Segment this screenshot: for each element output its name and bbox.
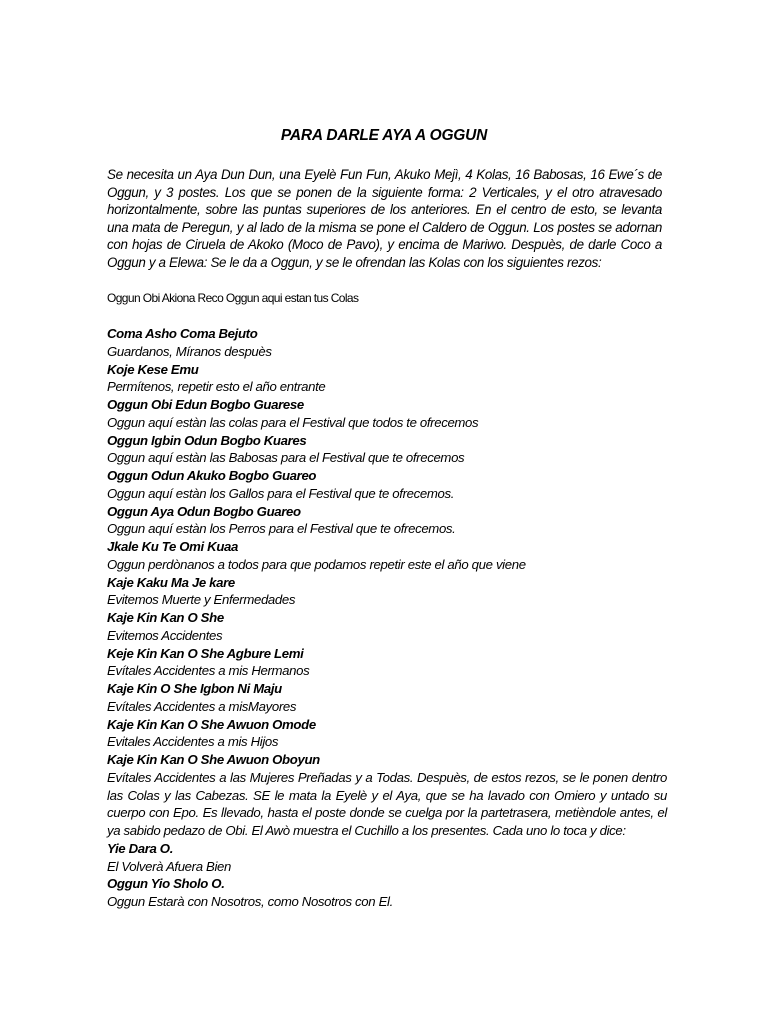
rezos-list bbox=[107, 325, 667, 911]
rezo-title: Yie Dara O. bbox=[107, 840, 174, 856]
rezo-meaning: Guardanos, Míranos despuès bbox=[107, 343, 272, 359]
rezo-title: Coma Asho Coma Bejuto bbox=[107, 326, 258, 341]
rezo-title: Kaje Kin O She Igbon Ni Maju bbox=[107, 681, 282, 696]
rezo-item bbox=[107, 325, 667, 361]
rezo-title: Kaje Kin Kan O She bbox=[107, 610, 224, 625]
rezo-item bbox=[107, 432, 667, 468]
rezo-item bbox=[107, 875, 667, 911]
rezo-title: Kaje Kin Kan O She Awuon Omode bbox=[107, 716, 316, 732]
rezo-meaning: Evitales Accidentes a mis Hijos bbox=[107, 734, 279, 750]
rezo-meaning: Evitemos Accidentes bbox=[107, 627, 223, 643]
rezo-meaning: Evitemos Muerte y Enfermedades bbox=[107, 592, 296, 608]
rezo-title: Oggun Yio Sholo O. bbox=[107, 876, 225, 892]
rezo-meaning: Evítales Accidentes a las Mujeres Preñadas y a Todas. Despuès, de estos rezos, se le ponen dentro las Colas y las Cabezas. SE le mata la Eyelè y el Aya, que se ha lavado con Omiero y untado su cuerpo con Epo. Es llevado, hasta el poste donde se cuelga por la partetrasera, metièndole antes, el ya sabido pedazo de Obi. El Awò muestra el Cuchillo a los presentes. Cada uno lo toca y dice: bbox=[107, 769, 667, 838]
intro-paragraph: Se necesita un Aya Dun Dun, una Eyelè Fun Fun, Akuko Mejì, 4 Kolas, 16 Babosas, 16 Ewe´s de Oggun, y 3 postes. Los que se ponen de la siguiente forma: 2 Verticales, y el otro atravesado horizontalmente, sobre las puntas superiores de los anteriores. En el centro de esto, se levanta una mata de Peregun, y al lado de la misma se pone el Caldero de Oggun. Los postes se adornan con hojas de Ciruela de Akoko (Moco de Pavo), y encima de Mariwo. Despuès, de darle Coco a Oggun y a Elewa: Se le da a Oggun, y se le ofrendan las Kolas con los siguientes rezos: bbox=[107, 167, 662, 270]
rezo-meaning: Oggun aquí estàn los Gallos para el Festival que te ofrecemos. bbox=[107, 485, 455, 501]
rezo-item bbox=[107, 361, 667, 397]
rezo-meaning: Oggun aquí estàn los Perros para el Festival que te ofrecemos. bbox=[107, 521, 456, 537]
rezo-item bbox=[107, 645, 667, 681]
rezo-item bbox=[107, 538, 667, 574]
rezo-item bbox=[107, 609, 667, 645]
rezo-item bbox=[107, 716, 667, 752]
rezo-meaning: El Volverà Afuera Bien bbox=[107, 858, 232, 874]
rezo-item bbox=[107, 680, 667, 716]
rezo-meaning: Permítenos, repetir esto el año entrante bbox=[107, 379, 326, 395]
rezo-item bbox=[107, 503, 667, 539]
rezo-title: Oggun Igbin Odun Bogbo Kuares bbox=[107, 432, 307, 448]
rezo-item bbox=[107, 751, 667, 840]
rezo-title: Oggun Aya Odun Bogbo Guareo bbox=[107, 503, 301, 519]
rezo-meaning: Oggun aquí estàn las colas para el Festival que todos te ofrecemos bbox=[107, 414, 479, 430]
rezo-title: Kaje Kaku Ma Je kare bbox=[107, 574, 235, 590]
page-title: PARA DARLE AYA A OGGUN bbox=[280, 127, 488, 144]
rezo-title: Jkale Ku Te Omi Kuaa bbox=[107, 539, 239, 554]
rezo-meaning: Evítales Accidentes a misMayores bbox=[107, 698, 297, 714]
rezo-title: Kaje Kin Kan O She Awuon Oboyun bbox=[107, 752, 320, 767]
rezo-item bbox=[107, 396, 667, 432]
rezo-title: Oggun Odun Akuko Bogbo Guareo bbox=[107, 468, 317, 483]
rezo-title: Oggun Obi Edun Bogbo Guarese bbox=[107, 397, 304, 412]
rezo-meaning: Evítales Accidentes a mis Hermanos bbox=[107, 663, 310, 679]
prayer-line: Oggun Obi Akiona Reco Oggun aqui estan tus Colas bbox=[107, 291, 359, 305]
rezo-item bbox=[107, 840, 667, 876]
rezo-title: Koje Kese Emu bbox=[107, 361, 199, 377]
rezo-meaning: Oggun aquí estàn las Babosas para el Festival que te ofrecemos bbox=[107, 450, 465, 466]
rezo-item bbox=[107, 574, 667, 610]
rezo-meaning: Oggun perdònanos a todos para que podamos repetir este el año que viene bbox=[107, 556, 526, 572]
rezo-item bbox=[107, 467, 667, 503]
rezo-title: Keje Kin Kan O She Agbure Lemi bbox=[107, 645, 304, 661]
rezo-meaning: Oggun Estarà con Nosotros, como Nosotros con El. bbox=[107, 894, 393, 909]
